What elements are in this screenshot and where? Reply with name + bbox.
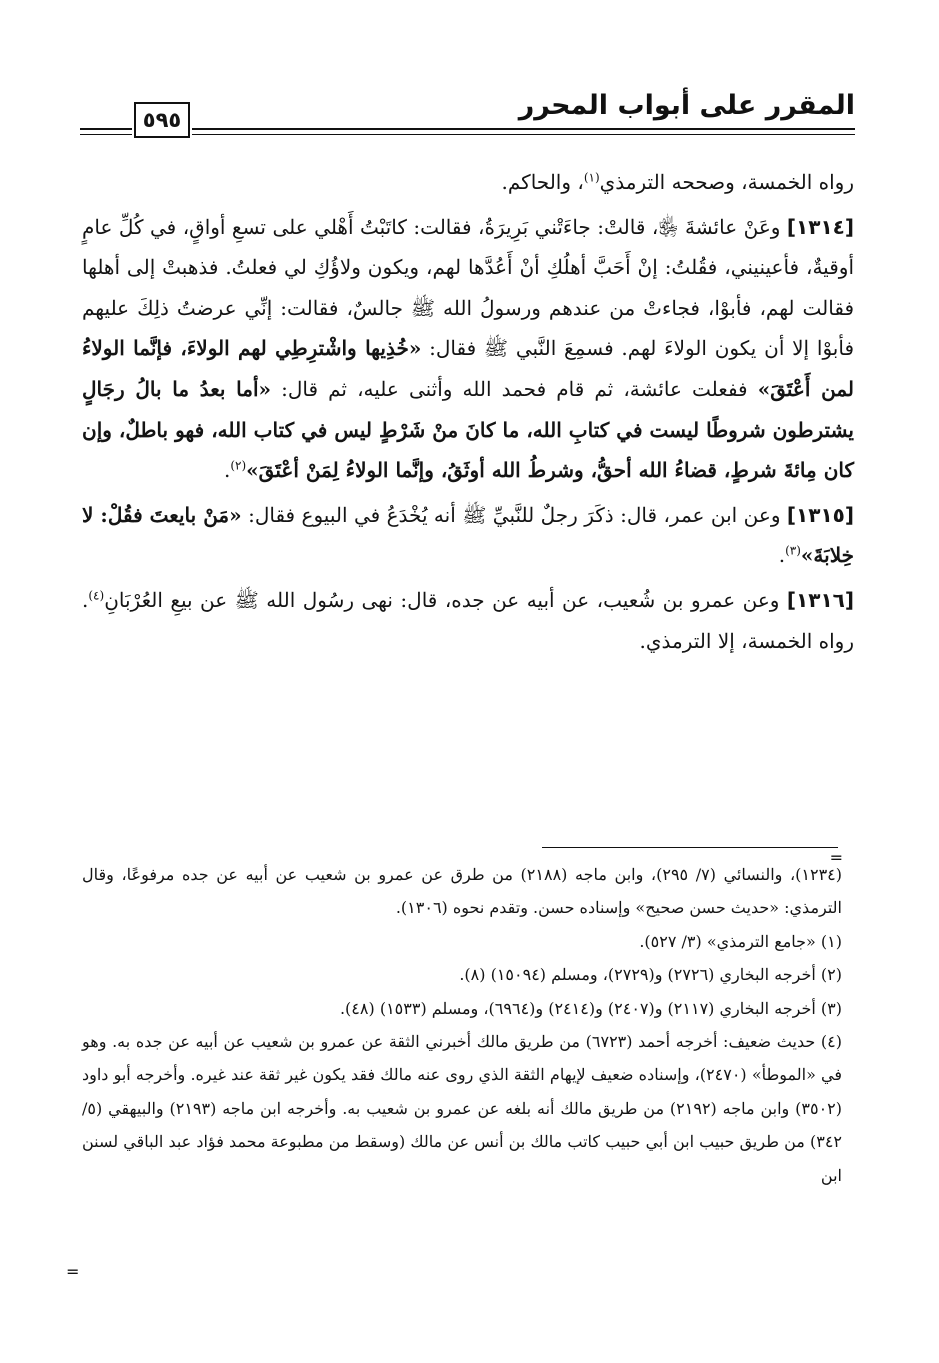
running-title: المقرر على أبواب المحرر [518, 90, 855, 121]
footnote-separator [542, 847, 838, 848]
continuation-mark-top: = [829, 848, 843, 867]
footnote-1: (١) «جامع الترمذي» (٣/ ٥٢٧). [639, 931, 842, 951]
main-text [82, 162, 854, 665]
hadith-1316: [١٣١٦] وعن عمرو بن شُعيب، عن أبيه عن جده، قال: نهى رسُول الله ﷺ عن بيعِ العُرْبَانِ$^{(٤)}$. رواه الخمسة، إلا الترمذي. [82, 587, 854, 653]
continuation-mark-bottom: = [66, 1262, 80, 1281]
header-rule-left [80, 128, 132, 130]
hadith-number: [١٣١٥] [786, 502, 855, 527]
hadith-1315: [١٣١٥] وعن ابن عمر، قال: ذكَرَ رجلٌ للنَّبيِّ ﷺ أنه يُخْدَعُ في البيوع فقال: «مَنْ بايعتَ فقُلْ: لا خِلابَةَ»$^{(٣)}$. [82, 502, 855, 568]
page-number: ٥٩٥ [134, 102, 190, 138]
footnote-continued: (١٢٣٤)، والنسائي (٧/ ٢٩٥)، وابن ماجه (٢١٨٨) من طرق عن عمرو بن شعيب عن أبيه عن جده مرفوعًا، وقال الترمذي: «حديث حسن صحيح» وإسناده حسن. وتقدم نحوه (١٣٠٦). [82, 865, 843, 918]
header-rule-thin [192, 134, 855, 135]
footnote-2: (٢) أخرجه البخاري (٢٧٢٦) و(٢٧٢٩)، ومسلم (١٥٠٩٤) (٨). [459, 965, 842, 985]
hadith-1314: [١٣١٤] وعَنْ عائشةَ ﵂، قالتْ: جاءَتْني بَرِيرَةُ، فقالت: كاتَبْتُ أَهْلي على تسعِ أواقٍ، في كُلِّ عامٍ أوقيةٌ، فأعينيني، فقُلتُ: إنْ أَحَبَّ أهلُكِ أنْ أَعُدَّها لهم، ويكون ولاؤُكِ لي فعلتُ. فذهبتْ إلى أهلها فقالت لهم، فأبوْا، فجاءتْ من عندهم ورسولُ الله ﷺ جالسٌ، فقالت: إنِّي عرضتُ ذلِكَ عليهم فأبوْا إلا أن يكون الولاءَ لهم. فسمِعَ النَّبي ﷺ فقال: «خُذِيها واشْترِطِي لهم الولاءَ، فإنَّما الولاءُ لمن أَعْتَقَ» ففعلت عائشة، ثم قام فحمد الله وأثنى عليه، ثم قال: «أما بعدُ ما بالُ رجَالٍ يشترطون شروطًا ليست في كتابِ الله، ما كانَ منْ شَرْطٍ ليس في كتاب الله، فهو باطلٌ، وإن كان مِائةَ شرطٍ، قضاءُ الله أحقُّ، وشرطُ الله أوثَقُ، وإنَّما الولاءُ لِمَنْ أعْتَقَ»$^{(٢)}$. [82, 214, 855, 483]
footnote-3: (٣) أخرجه البخاري (٢١١٧) و(٢٤٠٧) و(٢٤١٤) و(٦٩٦٤)، ومسلم (١٥٣٣) (٤٨). [339, 998, 842, 1018]
prophetic-quote: «خُذِيها واشْترِطِي لهم الولاءَ، فإنَّما الولاءُ لمن أَعْتَقَ» [82, 336, 855, 401]
footnote-4: (٤) حديث ضعيف: أخرجه أحمد (٦٧٢٣) من طريق مالك أخبرني الثقة عن عمرو بن شعيب عن أبيه عن جده به. وهو في «الموطأ» (٢٤٧٠)، وإسناده ضعيف لإيهام الثقة الذي روى عنه مالك فقد يكون غير ثقة عند غيره. وأخرجه أبو داود (٣٥٠٢) وابن ماجه (٢١٩٢) من طريق مالك أنه بلغه عن عمرو بن شعيب به. وأخرجه ابن ماجه (٢١٩٣) والبيهقي (٥/ ٣٤٢) من طريق حبيب ابن أبي حبيب كاتب مالك بن أنس عن مالك (وسقط من مطبوعة محمد فؤاد عبد الباقي لسنن ابن [82, 1032, 843, 1185]
page-header [80, 90, 855, 140]
prophetic-quote: «أما بعدُ ما بالُ رجَالٍ يشترطون شروطًا ليست في كتابِ الله، ما كانَ منْ شَرْطٍ ليس في كتاب الله، فهو باطلٌ، وإن كان مِائةَ شرطٍ، قضاءُ الله أحقُّ، وشرطُ الله أوثَقُ، وإنَّما الولاءُ لِمَنْ أعْتَقَ» [82, 376, 854, 483]
footnotes [82, 858, 842, 1192]
footnote-ref: (٢) [230, 458, 247, 473]
prophetic-quote: «مَنْ بايعتَ فقُلْ: لا خِلابَةَ» [82, 502, 854, 568]
footnote-ref: (٤) [88, 588, 105, 603]
paragraph-continuation: رواه الخمسة، وصححه الترمذي$^{(١)}$، والحاكم. [501, 170, 854, 194]
footnote-ref: (١) [583, 170, 600, 185]
header-rule [192, 128, 855, 130]
hadith-number: [١٣١٦] [786, 587, 854, 612]
footnote-ref: (٣) [785, 543, 801, 558]
hadith-number: [١٣١٤] [786, 214, 854, 239]
header-rule-left-thin [80, 134, 132, 135]
